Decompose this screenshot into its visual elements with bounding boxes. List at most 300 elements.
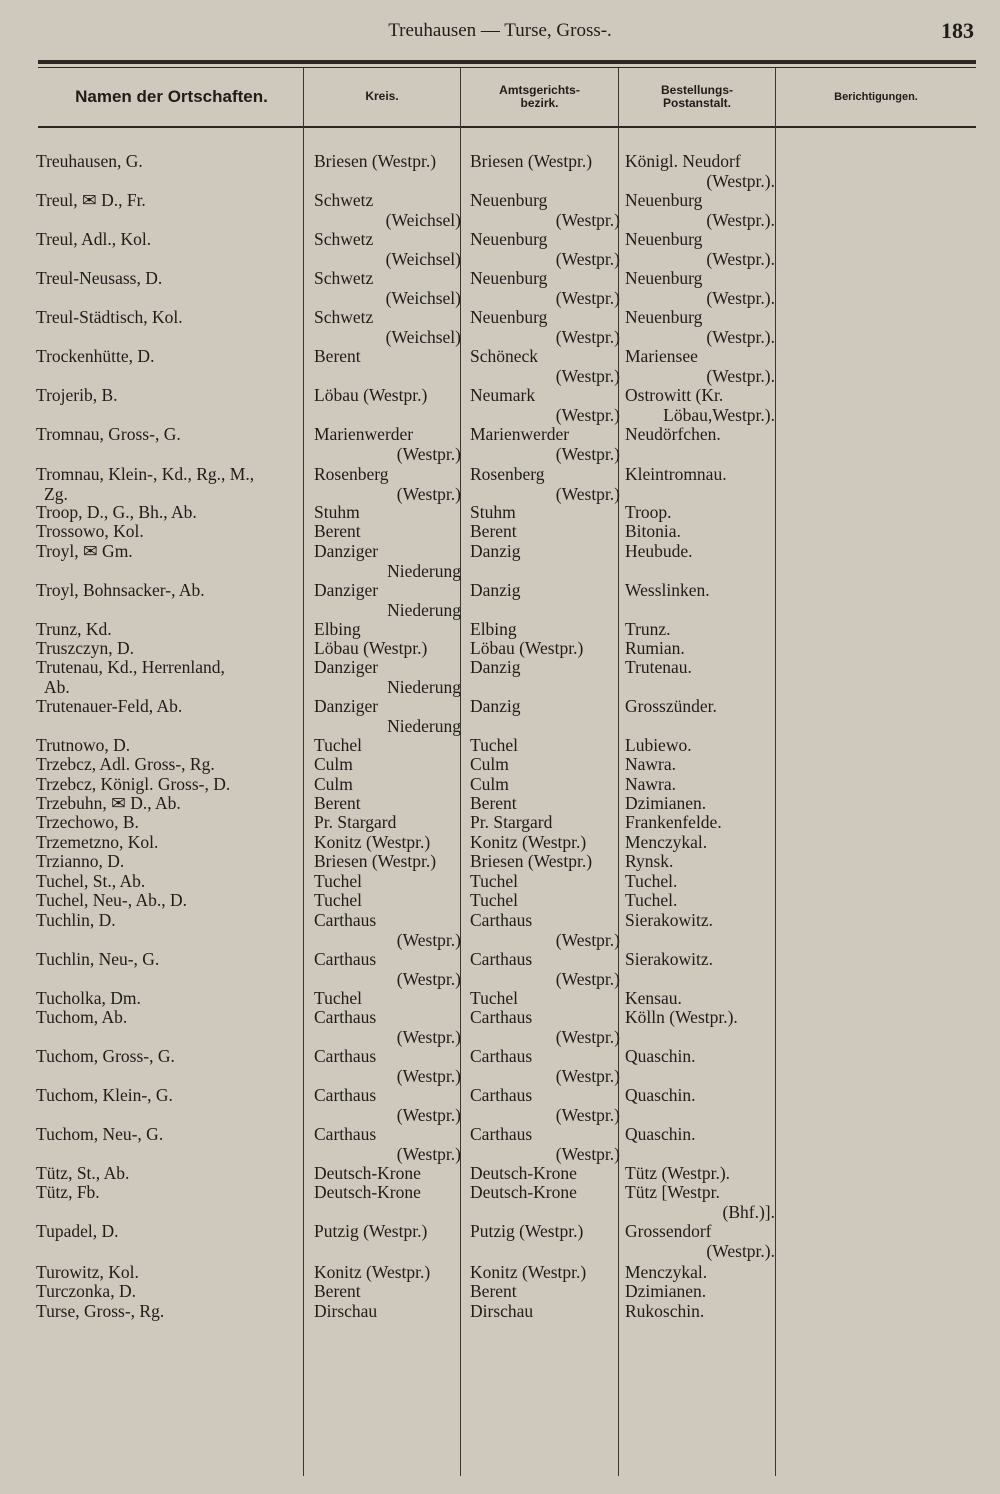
kreis-line: (Westpr.)	[396, 483, 461, 504]
amtsgericht-cell	[470, 658, 620, 678]
amtsgericht-line: Briesen (Westpr.)	[470, 151, 593, 171]
kreis-line: (Westpr.)	[396, 1026, 461, 1047]
amtsgericht-line: Danzig	[470, 541, 521, 561]
postanstalt-cell	[625, 852, 775, 872]
amtsgericht-cell	[470, 465, 620, 504]
kreis-line: Schwetz	[314, 307, 374, 327]
amtsgericht-cell	[470, 230, 620, 269]
amtsgericht-cell	[470, 1086, 620, 1125]
amtsgericht-line: Konitz (Westpr.)	[470, 1262, 587, 1282]
kreis-cell	[314, 872, 461, 892]
name-cell	[36, 522, 306, 542]
kreis-line: Berent	[314, 521, 361, 541]
name-cell	[36, 639, 306, 659]
kreis-line: Marienwerder	[314, 424, 414, 444]
kreis-line: (Westpr.)	[396, 443, 461, 464]
name-cell	[36, 308, 306, 328]
postanstalt-cell	[625, 813, 775, 833]
amtsgericht-cell	[470, 852, 620, 872]
kreis-line: (Westpr.)	[396, 929, 461, 950]
amtsgericht-line: Carthaus	[470, 1007, 533, 1027]
postanstalt-line: Nawra.	[625, 754, 677, 774]
postanstalt-line: (Bhf.)].	[722, 1201, 775, 1222]
name-cell	[36, 581, 306, 601]
amtsgericht-line: (Westpr.)	[555, 1104, 620, 1125]
kreis-line: Elbing	[314, 619, 361, 639]
name-line: Treuhausen, G.	[36, 151, 143, 171]
postanstalt-line: Rumian.	[625, 638, 685, 658]
postanstalt-line: (Westpr.).	[706, 209, 775, 230]
kreis-cell	[314, 191, 461, 230]
column-header-amtsgericht-line: bezirk.	[520, 96, 559, 110]
amtsgericht-cell	[470, 911, 620, 950]
name-line: Turczonka, D.	[36, 1281, 136, 1301]
kreis-cell	[314, 911, 461, 950]
kreis-line: Niederung	[387, 560, 461, 581]
kreis-cell	[314, 542, 461, 581]
amtsgericht-line: Carthaus	[470, 949, 533, 969]
kreis-line: Konitz (Westpr.)	[314, 1262, 431, 1282]
kreis-line: Danziger	[314, 696, 379, 716]
amtsgericht-line: Carthaus	[470, 1124, 533, 1144]
postanstalt-line: Dzimianen.	[625, 793, 707, 813]
kreis-cell	[314, 755, 461, 775]
running-title: Treuhausen — Turse, Gross-.	[388, 20, 612, 41]
amtsgericht-cell	[470, 872, 620, 892]
amtsgericht-cell	[470, 308, 620, 347]
amtsgericht-line: Carthaus	[470, 1046, 533, 1066]
amtsgericht-line: (Westpr.)	[555, 248, 620, 269]
postanstalt-line: (Westpr.).	[706, 170, 775, 191]
postanstalt-line: Grosszünder.	[625, 696, 717, 716]
amtsgericht-line: (Westpr.)	[555, 326, 620, 347]
name-line: Trzebcz, Adl. Gross-, Rg.	[36, 754, 215, 774]
kreis-cell	[314, 736, 461, 756]
kreis-line: (Weichsel)	[385, 248, 461, 269]
page-number: 183	[941, 18, 974, 43]
kreis-cell	[314, 230, 461, 269]
name-cell	[36, 386, 306, 406]
postanstalt-line: Neuenburg	[625, 268, 703, 288]
name-cell	[36, 191, 306, 211]
amtsgericht-cell	[470, 1047, 620, 1086]
postanstalt-cell	[625, 269, 775, 308]
kreis-cell	[314, 697, 461, 736]
amtsgericht-cell	[470, 833, 620, 853]
kreis-line: (Weichsel)	[385, 209, 461, 230]
postanstalt-cell	[625, 620, 775, 640]
amtsgericht-line: Neuenburg	[470, 268, 548, 288]
name-cell	[36, 950, 306, 970]
postanstalt-cell	[625, 191, 775, 230]
amtsgericht-line: Neumark	[470, 385, 536, 405]
name-cell	[36, 736, 306, 756]
amtsgericht-line: (Westpr.)	[555, 443, 620, 464]
postanstalt-line: Mariensee	[625, 346, 698, 366]
name-line: Tütz, St., Ab.	[36, 1163, 130, 1183]
kreis-line: Carthaus	[314, 1124, 377, 1144]
postanstalt-cell	[625, 872, 775, 892]
postanstalt-line: Trunz.	[625, 619, 671, 639]
amtsgericht-cell	[470, 1125, 620, 1164]
postanstalt-line: (Westpr.).	[706, 365, 775, 386]
name-line: Treul, Adl., Kol.	[36, 229, 152, 249]
kreis-cell	[314, 1263, 461, 1283]
kreis-line: (Westpr.)	[396, 1065, 461, 1086]
postanstalt-cell	[625, 736, 775, 756]
amtsgericht-line: Tuchel	[470, 735, 518, 755]
name-line: Trojerib, B.	[36, 385, 118, 405]
kreis-line: Tuchel	[314, 890, 362, 910]
name-line: Tuchlin, D.	[36, 910, 116, 930]
kreis-line: Deutsch-Krone	[314, 1182, 421, 1202]
postanstalt-line: Lubiewo.	[625, 735, 692, 755]
postanstalt-line: Kleintromnau.	[625, 464, 727, 484]
amtsgericht-line: Neuenburg	[470, 307, 548, 327]
kreis-cell	[314, 658, 461, 697]
kreis-line: Dirschau	[314, 1301, 378, 1321]
postanstalt-line: Rynsk.	[625, 851, 674, 871]
name-line: Tromnau, Gross-, G.	[36, 424, 181, 444]
kreis-line: (Westpr.)	[396, 1104, 461, 1125]
kreis-line: Tuchel	[314, 735, 362, 755]
amtsgericht-cell	[470, 794, 620, 814]
amtsgericht-cell	[470, 269, 620, 308]
amtsgericht-line: (Westpr.)	[555, 365, 620, 386]
postanstalt-cell	[625, 833, 775, 853]
amtsgericht-cell	[470, 386, 620, 425]
postanstalt-cell	[625, 386, 775, 425]
postanstalt-line: (Westpr.).	[706, 326, 775, 347]
amtsgericht-cell	[470, 1183, 620, 1203]
postanstalt-line: Kensau.	[625, 988, 682, 1008]
name-line: Trzechowo, B.	[36, 812, 139, 832]
postanstalt-line: Nawra.	[625, 774, 677, 794]
amtsgericht-line: Elbing	[470, 619, 517, 639]
amtsgericht-cell	[470, 697, 620, 717]
kreis-line: Carthaus	[314, 910, 377, 930]
name-line: Trutenau, Kd., Herrenland,	[36, 657, 225, 677]
postanstalt-cell	[625, 911, 775, 931]
kreis-cell	[314, 989, 461, 1009]
name-line: Treul, ✉ D., Fr.	[36, 190, 146, 210]
amtsgericht-line: (Westpr.)	[555, 404, 620, 425]
name-line: Trzemetzno, Kol.	[36, 832, 159, 852]
postanstalt-line: Sierakowitz.	[625, 910, 713, 930]
kreis-cell	[314, 152, 461, 172]
name-cell	[36, 152, 306, 172]
name-cell	[36, 1086, 306, 1106]
postanstalt-line: Quaschin.	[625, 1085, 696, 1105]
name-cell	[36, 1008, 306, 1028]
amtsgericht-line: Carthaus	[470, 910, 533, 930]
name-cell	[36, 1125, 306, 1145]
name-line: Trzebuhn, ✉ D., Ab.	[36, 793, 181, 813]
postanstalt-cell	[625, 503, 775, 523]
postanstalt-line: Rukoschin.	[625, 1301, 705, 1321]
name-line: Trockenhütte, D.	[36, 346, 155, 366]
postanstalt-line: Neudörfchen.	[625, 424, 721, 444]
name-line: Turse, Gross-, Rg.	[36, 1301, 165, 1321]
kreis-cell	[314, 1086, 461, 1125]
name-line: Tromnau, Klein-, Kd., Rg., M.,	[36, 464, 255, 484]
kreis-line: Löbau (Westpr.)	[314, 385, 428, 405]
name-line: Tupadel, D.	[36, 1221, 119, 1241]
postanstalt-line: Neuenburg	[625, 229, 703, 249]
postanstalt-line: Heubude.	[625, 541, 693, 561]
postanstalt-cell	[625, 465, 775, 485]
kreis-line: Carthaus	[314, 1007, 377, 1027]
name-cell	[36, 775, 306, 795]
name-cell	[36, 813, 306, 833]
kreis-line: Danziger	[314, 580, 379, 600]
postanstalt-cell	[625, 1164, 775, 1184]
kreis-cell	[314, 620, 461, 640]
postanstalt-line: Grossendorf	[625, 1221, 712, 1241]
amtsgericht-cell	[470, 1164, 620, 1184]
amtsgericht-line: Tuchel	[470, 890, 518, 910]
kreis-cell	[314, 1047, 461, 1086]
postanstalt-line: (Westpr.).	[706, 1240, 775, 1261]
name-line: Tuchel, St., Ab.	[36, 871, 146, 891]
column-header-amtsgericht-line: Amtsgerichts-	[499, 82, 580, 97]
name-line: Tuchlin, Neu-, G.	[36, 949, 160, 969]
amtsgericht-line: Danzig	[470, 580, 521, 600]
amtsgericht-line: Konitz (Westpr.)	[470, 832, 587, 852]
kreis-line: Niederung	[387, 599, 461, 620]
amtsgericht-line: (Westpr.)	[555, 1143, 620, 1164]
postanstalt-line: Quaschin.	[625, 1046, 696, 1066]
amtsgericht-line: Löbau (Westpr.)	[470, 638, 584, 658]
postanstalt-line: Tütz [Westpr.	[625, 1182, 720, 1202]
kreis-cell	[314, 639, 461, 659]
kreis-line: (Westpr.)	[396, 1143, 461, 1164]
name-line: Tucholka, Dm.	[36, 988, 141, 1008]
name-cell	[36, 911, 306, 931]
name-cell	[36, 833, 306, 853]
postanstalt-line: Neuenburg	[625, 190, 703, 210]
column-header-postanstalt-line: Postanstalt.	[662, 96, 731, 110]
postanstalt-line: Ostrowitt (Kr.	[625, 385, 724, 405]
postanstalt-line: Tuchel.	[625, 890, 678, 910]
amtsgericht-line: Berent	[470, 521, 517, 541]
amtsgericht-cell	[470, 503, 620, 523]
name-cell	[36, 755, 306, 775]
amtsgericht-cell	[470, 775, 620, 795]
amtsgericht-cell	[470, 152, 620, 172]
postanstalt-cell	[625, 989, 775, 1009]
name-cell	[36, 542, 306, 562]
kreis-line: Carthaus	[314, 949, 377, 969]
amtsgericht-cell	[470, 620, 620, 640]
kreis-line: Carthaus	[314, 1085, 377, 1105]
name-cell	[36, 1282, 306, 1302]
amtsgericht-cell	[470, 639, 620, 659]
postanstalt-cell	[625, 152, 775, 191]
name-cell	[36, 1164, 306, 1184]
name-cell	[36, 269, 306, 289]
kreis-cell	[314, 1282, 461, 1302]
postanstalt-line: Tuchel.	[625, 871, 678, 891]
amtsgericht-cell	[470, 347, 620, 386]
name-line: Tuchom, Klein-, G.	[36, 1085, 173, 1105]
kreis-cell	[314, 581, 461, 620]
kreis-cell	[314, 813, 461, 833]
postanstalt-line: Wesslinken.	[625, 580, 710, 600]
amtsgericht-line: Deutsch-Krone	[470, 1182, 577, 1202]
name-line: Trzebcz, Königl. Gross-, D.	[36, 774, 231, 794]
postanstalt-line: Frankenfelde.	[625, 812, 722, 832]
postanstalt-cell	[625, 308, 775, 347]
kreis-line: Konitz (Westpr.)	[314, 832, 431, 852]
amtsgericht-line: Briesen (Westpr.)	[470, 851, 593, 871]
kreis-cell	[314, 425, 461, 464]
name-cell	[36, 503, 306, 523]
postanstalt-line: Bitonia.	[625, 521, 681, 541]
name-cell	[36, 891, 306, 911]
postanstalt-line: Trutenau.	[625, 657, 692, 677]
name-line: Troyl, Bohnsacker-, Ab.	[36, 580, 205, 600]
amtsgericht-line: (Westpr.)	[555, 1065, 620, 1086]
column-header-berichtigungen: Berichtigungen.	[834, 90, 918, 103]
name-cell	[36, 852, 306, 872]
postanstalt-cell	[625, 1183, 775, 1222]
amtsgericht-cell	[470, 1263, 620, 1283]
postanstalt-cell	[625, 581, 775, 601]
name-cell	[36, 620, 306, 640]
name-line: Trunz, Kd.	[36, 619, 112, 639]
kreis-line: (Weichsel)	[385, 287, 461, 308]
kreis-line: Niederung	[387, 715, 461, 736]
kreis-line: Niederung	[387, 676, 461, 697]
kreis-cell	[314, 522, 461, 542]
kreis-line: Briesen (Westpr.)	[314, 851, 437, 871]
name-line: Trzianno, D.	[36, 851, 125, 871]
kreis-line: Löbau (Westpr.)	[314, 638, 428, 658]
name-cell	[36, 230, 306, 250]
name-cell	[36, 1047, 306, 1067]
postanstalt-line: Menczykal.	[625, 1262, 708, 1282]
postanstalt-cell	[625, 775, 775, 795]
amtsgericht-cell	[470, 989, 620, 1009]
kreis-cell	[314, 347, 461, 367]
name-cell	[36, 872, 306, 892]
name-line: Tütz, Fb.	[36, 1182, 100, 1202]
kreis-line: Deutsch-Krone	[314, 1163, 421, 1183]
postanstalt-cell	[625, 658, 775, 678]
kreis-cell	[314, 1302, 461, 1322]
amtsgericht-cell	[470, 891, 620, 911]
amtsgericht-cell	[470, 755, 620, 775]
postanstalt-line: Löbau,Westpr.).	[663, 404, 775, 425]
amtsgericht-line: Pr. Stargard	[470, 812, 553, 832]
postanstalt-cell	[625, 542, 775, 562]
name-cell	[36, 425, 306, 445]
kreis-cell	[314, 1183, 461, 1203]
name-line: Trutenauer-Feld, Ab.	[36, 696, 183, 716]
amtsgericht-cell	[470, 191, 620, 230]
postanstalt-cell	[625, 1222, 775, 1261]
amtsgericht-cell	[470, 736, 620, 756]
amtsgericht-line: Stuhm	[470, 502, 516, 522]
postanstalt-cell	[625, 1302, 775, 1322]
postanstalt-cell	[625, 1047, 775, 1067]
postanstalt-line: (Westpr.).	[706, 287, 775, 308]
amtsgericht-line: (Westpr.)	[555, 209, 620, 230]
amtsgericht-cell	[470, 1008, 620, 1047]
postanstalt-line: Sierakowitz.	[625, 949, 713, 969]
kreis-line: Putzig (Westpr.)	[314, 1221, 428, 1241]
postanstalt-cell	[625, 347, 775, 386]
column-header-kreis: Kreis.	[365, 89, 399, 104]
kreis-line: Rosenberg	[314, 464, 389, 484]
amtsgericht-cell	[470, 542, 620, 562]
postanstalt-line: Dzimianen.	[625, 1281, 707, 1301]
amtsgericht-line: Culm	[470, 774, 509, 794]
kreis-line: Schwetz	[314, 190, 374, 210]
name-line: Turowitz, Kol.	[36, 1262, 139, 1282]
kreis-line: Briesen (Westpr.)	[314, 151, 437, 171]
kreis-line: Berent	[314, 1281, 361, 1301]
postanstalt-cell	[625, 1282, 775, 1302]
postanstalt-cell	[625, 522, 775, 542]
name-line: Treul-Neusass, D.	[36, 268, 163, 288]
kreis-cell	[314, 269, 461, 308]
name-cell	[36, 989, 306, 1009]
kreis-line: Stuhm	[314, 502, 360, 522]
kreis-line: Schwetz	[314, 268, 374, 288]
name-cell	[36, 1263, 306, 1283]
postanstalt-cell	[625, 697, 775, 717]
kreis-line: Tuchel	[314, 871, 362, 891]
kreis-line: Schwetz	[314, 229, 374, 249]
postanstalt-line: Menczykal.	[625, 832, 708, 852]
amtsgericht-line: Marienwerder	[470, 424, 570, 444]
postanstalt-line: Kölln (Westpr.).	[625, 1007, 738, 1027]
amtsgericht-line: Neuenburg	[470, 190, 548, 210]
name-line: Trutnowo, D.	[36, 735, 131, 755]
postanstalt-cell	[625, 755, 775, 775]
amtsgericht-cell	[470, 522, 620, 542]
name-cell	[36, 658, 306, 697]
kreis-line: Tuchel	[314, 988, 362, 1008]
amtsgericht-line: (Westpr.)	[555, 968, 620, 989]
postanstalt-cell	[625, 230, 775, 269]
kreis-line: Danziger	[314, 541, 379, 561]
kreis-cell	[314, 308, 461, 347]
kreis-line: Danziger	[314, 657, 379, 677]
amtsgericht-line: (Westpr.)	[555, 483, 620, 504]
postanstalt-cell	[625, 794, 775, 814]
kreis-line: (Weichsel)	[385, 326, 461, 347]
amtsgericht-line: Berent	[470, 1281, 517, 1301]
kreis-cell	[314, 950, 461, 989]
amtsgericht-cell	[470, 581, 620, 601]
amtsgericht-line: Danzig	[470, 696, 521, 716]
kreis-cell	[314, 852, 461, 872]
postanstalt-cell	[625, 425, 775, 445]
name-line: Zg.	[44, 483, 68, 504]
name-line: Tuchom, Neu-, G.	[36, 1124, 164, 1144]
amtsgericht-cell	[470, 813, 620, 833]
amtsgericht-cell	[470, 425, 620, 464]
name-line: Treul-Städtisch, Kol.	[36, 307, 183, 327]
postanstalt-cell	[625, 1125, 775, 1145]
kreis-cell	[314, 465, 461, 504]
postanstalt-cell	[625, 1086, 775, 1106]
amtsgericht-line: (Westpr.)	[555, 929, 620, 950]
name-cell	[36, 794, 306, 814]
